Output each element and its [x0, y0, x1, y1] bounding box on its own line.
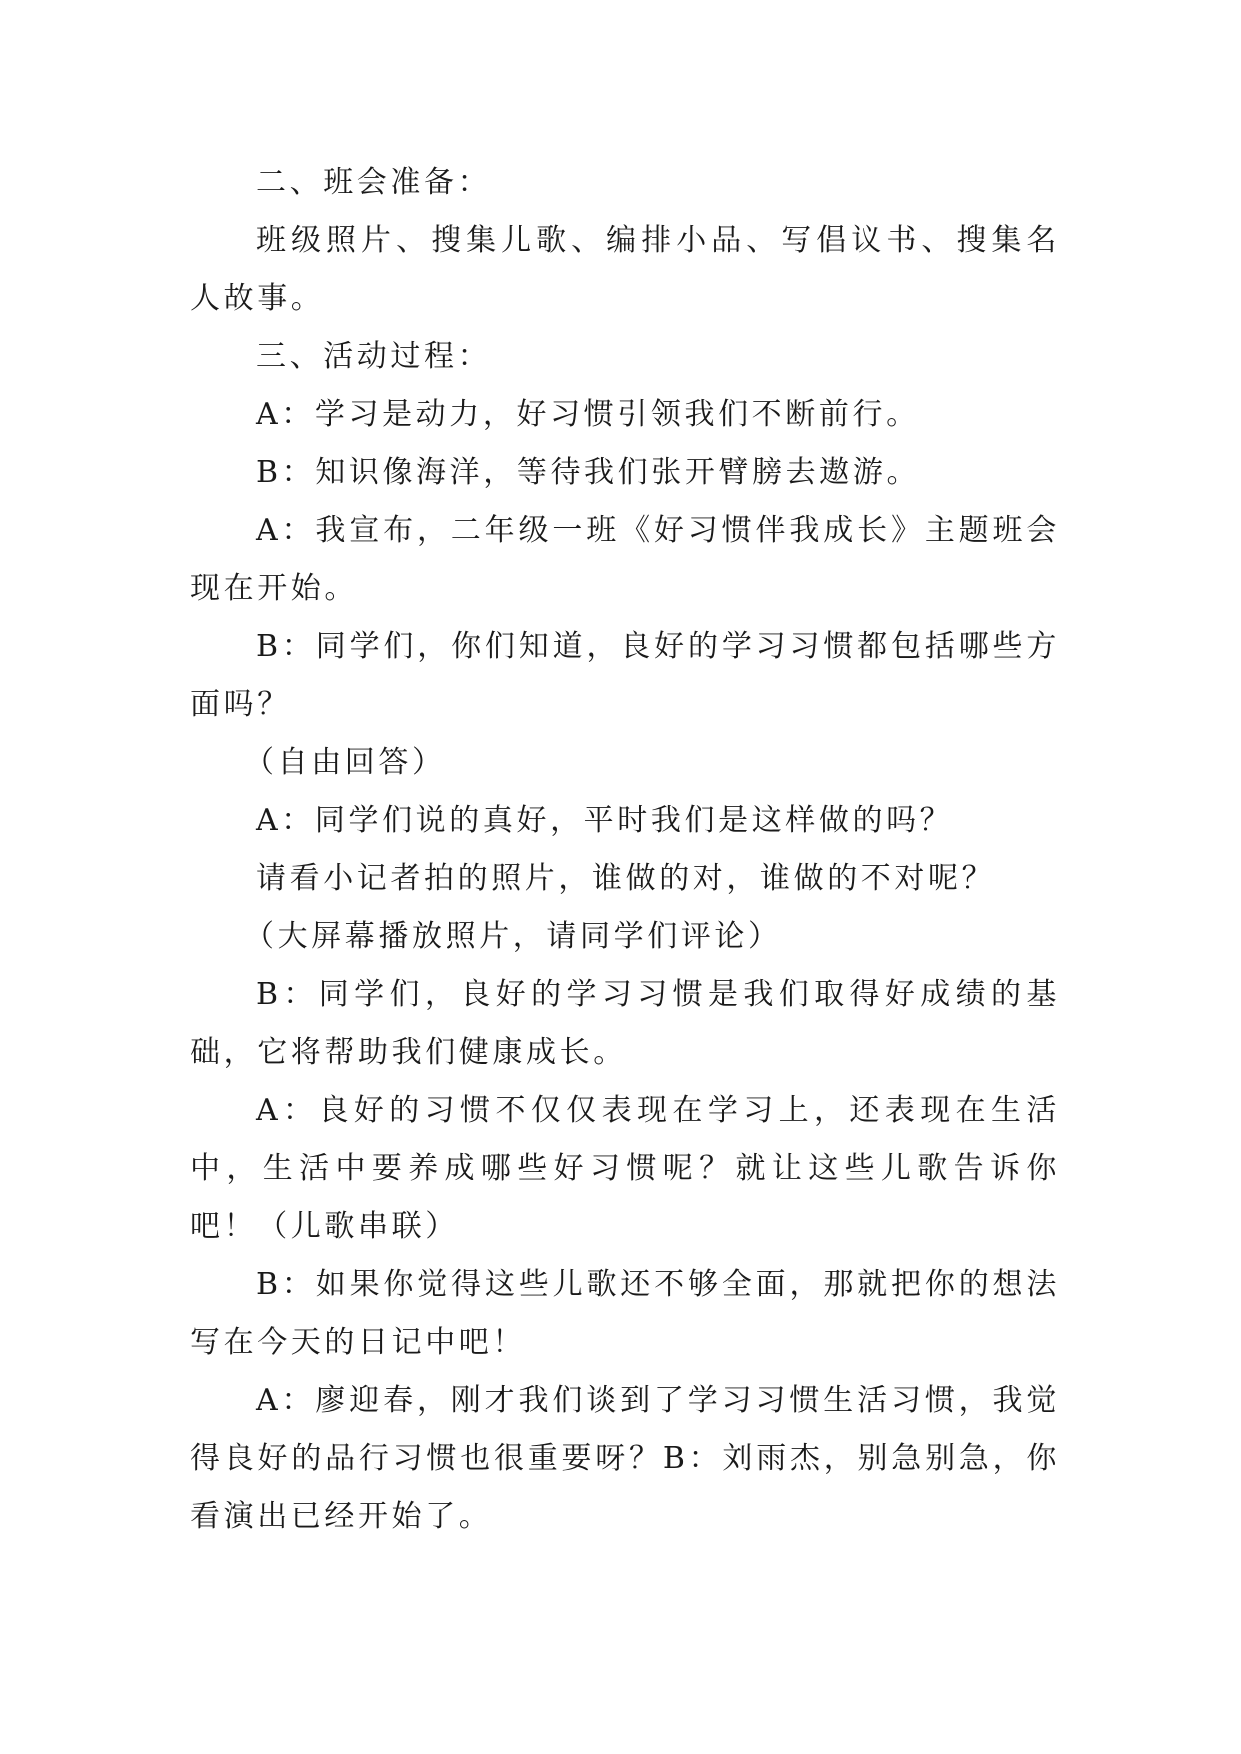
section-heading-preparation: 二、班会准备：	[256, 165, 492, 200]
paragraph: B：同学们，良好的学习习惯是我们取得好成绩的基础，它将帮助我们健康成长。	[190, 977, 1060, 1070]
stage-direction: （自由回答）	[244, 745, 446, 780]
paragraph: 请看小记者拍的照片，谁做的对，谁做的不对呢？	[256, 861, 996, 896]
paragraph: A：学习是动力，好习惯引领我们不断前行。	[256, 397, 920, 432]
paragraph: A：良好的习惯不仅仅表现在学习上，还表现在生活中，生活中要养成哪些好习惯呢？就让这些儿歌告诉你吧！（儿歌串联）	[190, 1093, 1060, 1244]
paragraph: 班级照片、搜集儿歌、编排小品、写倡议书、搜集名人故事。	[190, 223, 1060, 316]
paragraph: B：同学们，你们知道，良好的学习习惯都包括哪些方面吗？	[190, 629, 1060, 722]
paragraph: A：同学们说的真好，平时我们是这样做的吗？	[256, 803, 954, 838]
stage-direction: （大屏幕播放照片，请同学们评论）	[244, 919, 782, 954]
section-heading-process: 三、活动过程：	[256, 339, 492, 374]
document-body	[190, 154, 1060, 1546]
paragraph: B：如果你觉得这些儿歌还不够全面，那就把你的想法写在今天的日记中吧！	[190, 1267, 1060, 1360]
paragraph: A：我宣布，二年级一班《好习惯伴我成长》主题班会现在开始。	[190, 513, 1060, 606]
paragraph: A：廖迎春，刚才我们谈到了学习习惯生活习惯，我觉得良好的品行习惯也很重要呀？B：刘雨杰，别急别急，你看演出已经开始了。	[190, 1383, 1060, 1534]
paragraph: B：知识像海洋，等待我们张开臂膀去遨游。	[256, 455, 921, 490]
